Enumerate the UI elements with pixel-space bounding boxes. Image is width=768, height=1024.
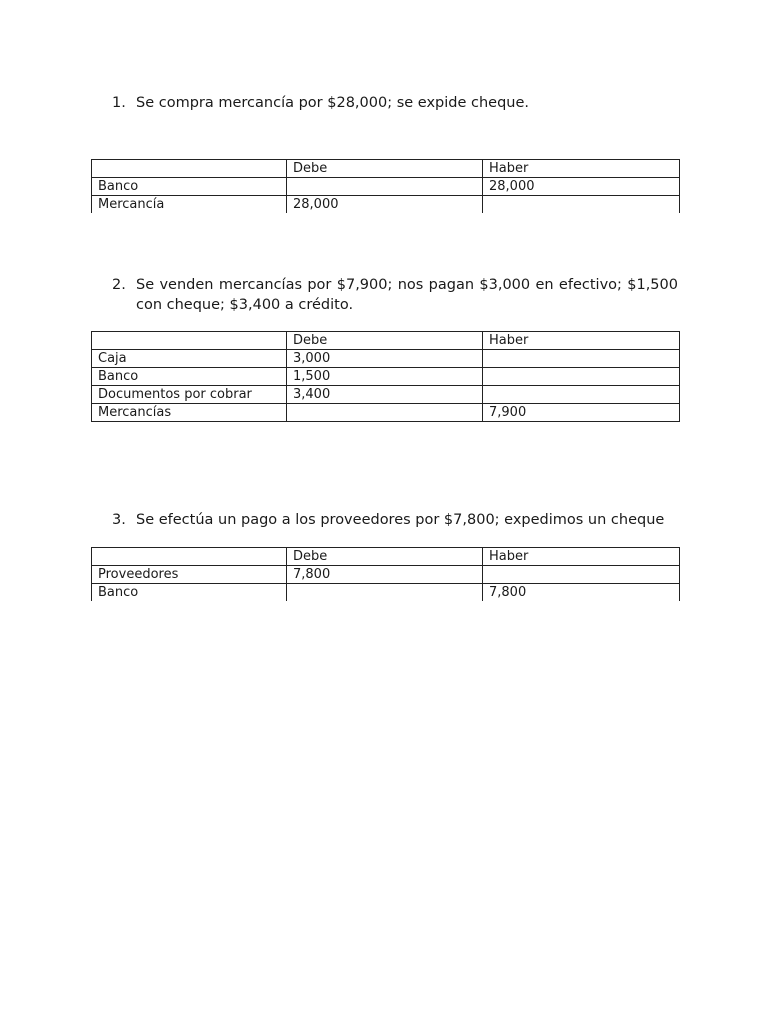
table-row	[92, 350, 680, 368]
debe-cell: 1,500	[287, 368, 483, 386]
header-debe: Debe	[287, 548, 483, 566]
account-cell: Documentos por cobrar	[92, 386, 287, 404]
account-cell: Mercancía	[92, 196, 287, 214]
haber-cell	[483, 196, 680, 214]
debe-cell	[287, 178, 483, 196]
header-debe: Debe	[287, 332, 483, 350]
haber-cell	[483, 368, 680, 386]
table-row	[92, 584, 680, 602]
header-haber: Haber	[483, 160, 680, 178]
header-haber: Haber	[483, 332, 680, 350]
table-row	[92, 386, 680, 404]
debe-cell: 28,000	[287, 196, 483, 214]
header-debe: Debe	[287, 160, 483, 178]
account-cell: Caja	[92, 350, 287, 368]
account-cell: Banco	[92, 584, 287, 602]
entry-3-statement	[112, 510, 678, 530]
entry-number: 3.	[112, 512, 126, 528]
table-row	[92, 404, 680, 422]
entry-2-statement	[112, 275, 678, 315]
table-header-row	[92, 548, 680, 566]
table-row	[92, 196, 680, 214]
haber-cell	[483, 386, 680, 404]
header-account	[92, 548, 287, 566]
entry-2-ledger-table	[91, 331, 680, 422]
debe-cell	[287, 404, 483, 422]
table-row	[92, 566, 680, 584]
debe-cell	[287, 584, 483, 602]
header-haber: Haber	[483, 548, 680, 566]
entry-1-ledger-table	[91, 159, 680, 213]
haber-cell	[483, 350, 680, 368]
debe-cell: 7,800	[287, 566, 483, 584]
haber-cell	[483, 566, 680, 584]
entry-text: Se efectúa un pago a los proveedores por $7,800; expedimos un cheque	[136, 512, 665, 528]
table-row	[92, 368, 680, 386]
account-cell: Banco	[92, 368, 287, 386]
haber-cell: 7,800	[483, 584, 680, 602]
debe-cell: 3,000	[287, 350, 483, 368]
entry-3-ledger-table	[91, 547, 680, 601]
entry-text: Se compra mercancía por $28,000; se expide cheque.	[136, 95, 530, 111]
entry-number: 2.	[112, 277, 126, 293]
table-header-row	[92, 160, 680, 178]
haber-cell: 7,900	[483, 404, 680, 422]
entry-1-statement	[112, 93, 678, 113]
haber-cell: 28,000	[483, 178, 680, 196]
debe-cell: 3,400	[287, 386, 483, 404]
entry-text: Se venden mercancías por $7,900; nos pagan $3,000 en efectivo; $1,500 con cheque; $3,400 a crédito.	[136, 277, 678, 313]
header-account	[92, 332, 287, 350]
account-cell: Proveedores	[92, 566, 287, 584]
account-cell: Mercancías	[92, 404, 287, 422]
table-header-row	[92, 332, 680, 350]
header-account	[92, 160, 287, 178]
account-cell: Banco	[92, 178, 287, 196]
table-row	[92, 178, 680, 196]
entry-number: 1.	[112, 95, 126, 111]
